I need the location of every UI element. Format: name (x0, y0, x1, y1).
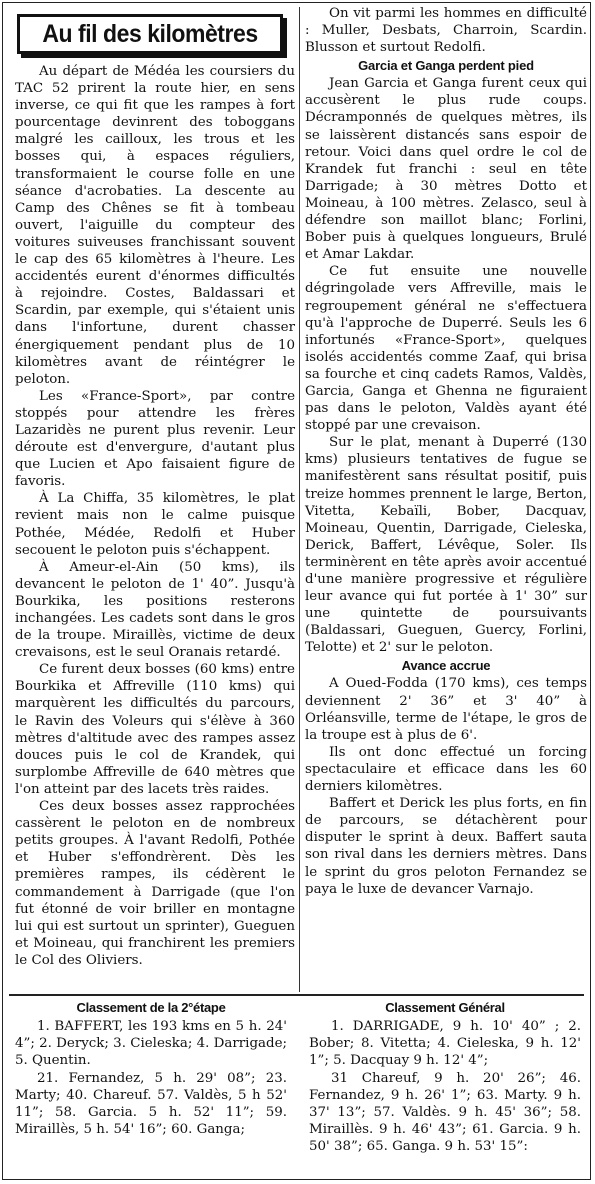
results-paragraph: 1. DARRIGADE, 9 h. 10' 40” ; 2. Bober; 8. Vitetta; 4. Cieleska, 9 h. 12' 1”; 5. Dacquay 9 h. 12' 4”; (309, 1019, 581, 1069)
results-divider (9, 994, 584, 996)
paragraph: Sur le plat, menant à Duperré (130 kms) plusieurs tentatives de fugue se manifestèrent sans résultat positif, puis treize hommes prennent le large, Berton, Vitetta, Kebaïli, Bober, Dacquav, Moineau, Quentin, Darrigade, Cieleska, Derick, Baffert, Lévêque, Soler. Ils terminèrent en tête après avoir accentué d'une manière progressive et régulière leur avance qui fut portée à 1' 30” sur une quintette de poursuivants (Baldassari, Gueguen, Guercy, Forlini, Telotte) et 2' sur le peloton. (305, 435, 587, 656)
paragraph: Jean Garcia et Ganga furent ceux qui accusèrent le plus rude coups. Décramponnés de quelques mètres, ils se laissèrent distancés sans espoir de retour. Voici dans quel ordre le col de Krandek fut franchi : seul en tête Darrigade; à 30 mètres Dotto et Moineau, à 100 mètres. Zelasco, seul à défendre son maillot blanc; Forlini, Bober puis à quelques longueurs, Brulé et Amar Lakdar. (305, 76, 587, 263)
column-divider (299, 7, 300, 992)
article-title: Au fil des kilomètres (42, 19, 258, 48)
paragraph: Au départ de Médéa les coursiers du TAC 52 prirent la route hier, en sens inverse, ce qui fit que les rampes à fort pourcentage devinrent des toboggans malgré les cailloux, les trous et les bosses qui, à espaces réguliers, transformaient le course folle en une séance d'acrobaties. La descente au Camp des Chênes se fit à tombeau ouvert, l'aiguille du compteur des voitures suiveuses franchissant souvent le cap des 65 kilomètres à l'heure. Les accidentés eurent d'énormes difficultés à rejoindre. Costes, Baldassari et Scardin, par exemple, qui s'étaient unis dans l'infortune, durent chasser énergiquement pendant plus de 10 kilomètres avant de réintégrer le peloton. (15, 64, 295, 387)
results-paragraph: 31 Chareuf, 9 h. 20' 26”; 46. Fernandez, 9 h. 26' 1”; 63. Marty. 9 h. 37' 13”; 57. Valdès. 9 h. 45' 36”; 58. Miraillès. 9 h. 46' 43”; 61. Garcia. 9 h. 50' 38”; 65. Ganga. 9 h. 53' 15”: (309, 1070, 581, 1155)
stage-classification (15, 1000, 287, 1138)
paragraph: Baffert et Derick les plus forts, en fin de parcours, se détachèrent pour disputer le sprint à deux. Baffert sauta son rival dans les derniers mètres. Dans le sprint du gros peloton Fernandez se paya le luxe de devancer Varnajo. (305, 796, 587, 897)
left-column (15, 63, 295, 969)
article-title-box (17, 14, 283, 54)
right-column (305, 5, 587, 898)
paragraph: On vit parmi les hommes en difficulté : Muller, Desbats, Charroin, Scardin. Blusson et surtout Redolfi. (305, 6, 587, 56)
paragraph: À La Chiffa, 35 kilomètres, le plat revient mais non le calme puisque Pothée, Médée, Redolfi et Huber secouent le peloton puis s'échappent. (15, 491, 295, 558)
results-paragraph: 1. BAFFERT, les 193 kms en 5 h. 24' 4”; 2. Deryck; 3. Cieleska; 4. Darrigade; 5. Quentin. (15, 1019, 288, 1069)
paragraph: Ces deux bosses assez rapprochées cassèrent le peloton en de nombreux petits groupes. À l'avant Redolfi, Pothée et Huber s'effondrèrent. Dès les premières rampes, ils cédèrent le commandement à Darrigade (que l'on fut étonné de voir briller en montagne lui qui est surtout un sprinter), Gueguen et Moineau, qui franchirent les premiers le Col des Oliviers. (15, 799, 295, 968)
paragraph: Ce furent deux bosses (60 kms) entre Bourkika et Affreville (110 kms) qui marquèrent les difficultés du parcours, le Ravin des Voleurs qui s'élève à 360 mètres d'altitude avec des rampes assez douces puis le col de Krandek, qui surplombe Affreville de 640 mètres que l'on atteint par des lacets très raides. (15, 662, 295, 797)
results-paragraph: 21. Fernandez, 5 h. 29' 08”; 23. Marty; 40. Chareuf. 57. Valdès, 5 h 52' 11”; 58. Garcia. 5 h. 52' 11”; 59. Miraillès, 5 h. 54' 16”; 60. Ganga; (15, 1070, 287, 1138)
paragraph: Ce fut ensuite une nouvelle dégringolade vers Affreville, mais le regroupement général ne s'effectuera qu'à l'approche de Duperré. Seuls les 6 infortunés «France-Sport», quelques isolés accidentés comme Zaaf, qui brisa sa fourche et cinq cadets Ramos, Valdès, Garcia, Ganga et Ghenna ne figuraient pas dans le peloton, Valdès ayant été stoppé par une crevaison. (305, 264, 587, 434)
subheading: Garcia et Ganga perdent pied (358, 58, 534, 74)
paragraph: Les «France-Sport», par contre stoppés pour attendre les frères Lazaridès ne purent plus revenir. Leur déroute est d'envergure, d'autant plus que Lucien et Apo faisaient figure de favoris. (15, 388, 295, 490)
paragraph: A Oued-Fodda (170 kms), ces temps deviennent 2' 36” et 3' 40” à Orléansville, terme de l'étape, le gros de la troupe est à plus de 6'. (305, 676, 587, 743)
general-classification (309, 1000, 581, 1156)
article-page (2, 2, 591, 1180)
general-classification-title: Classement Général (385, 1000, 505, 1015)
paragraph: À Ameur-el-Ain (50 kms), ils devancent le peloton de 1' 40”. Jusqu'à Bourkika, les positions resterons inchangées. Les cadets sont dans le gros de la troupe. Miraillès, victime de deux crevaisons, est le seul Oranais retardé. (15, 559, 295, 661)
paragraph: Ils ont donc effectué un forcing spectaculaire et efficace dans les 60 derniers kilomètres. (305, 744, 587, 795)
subheading: Avance accrue (401, 658, 491, 674)
stage-classification-title: Classement de la 2°étape (76, 1000, 226, 1015)
